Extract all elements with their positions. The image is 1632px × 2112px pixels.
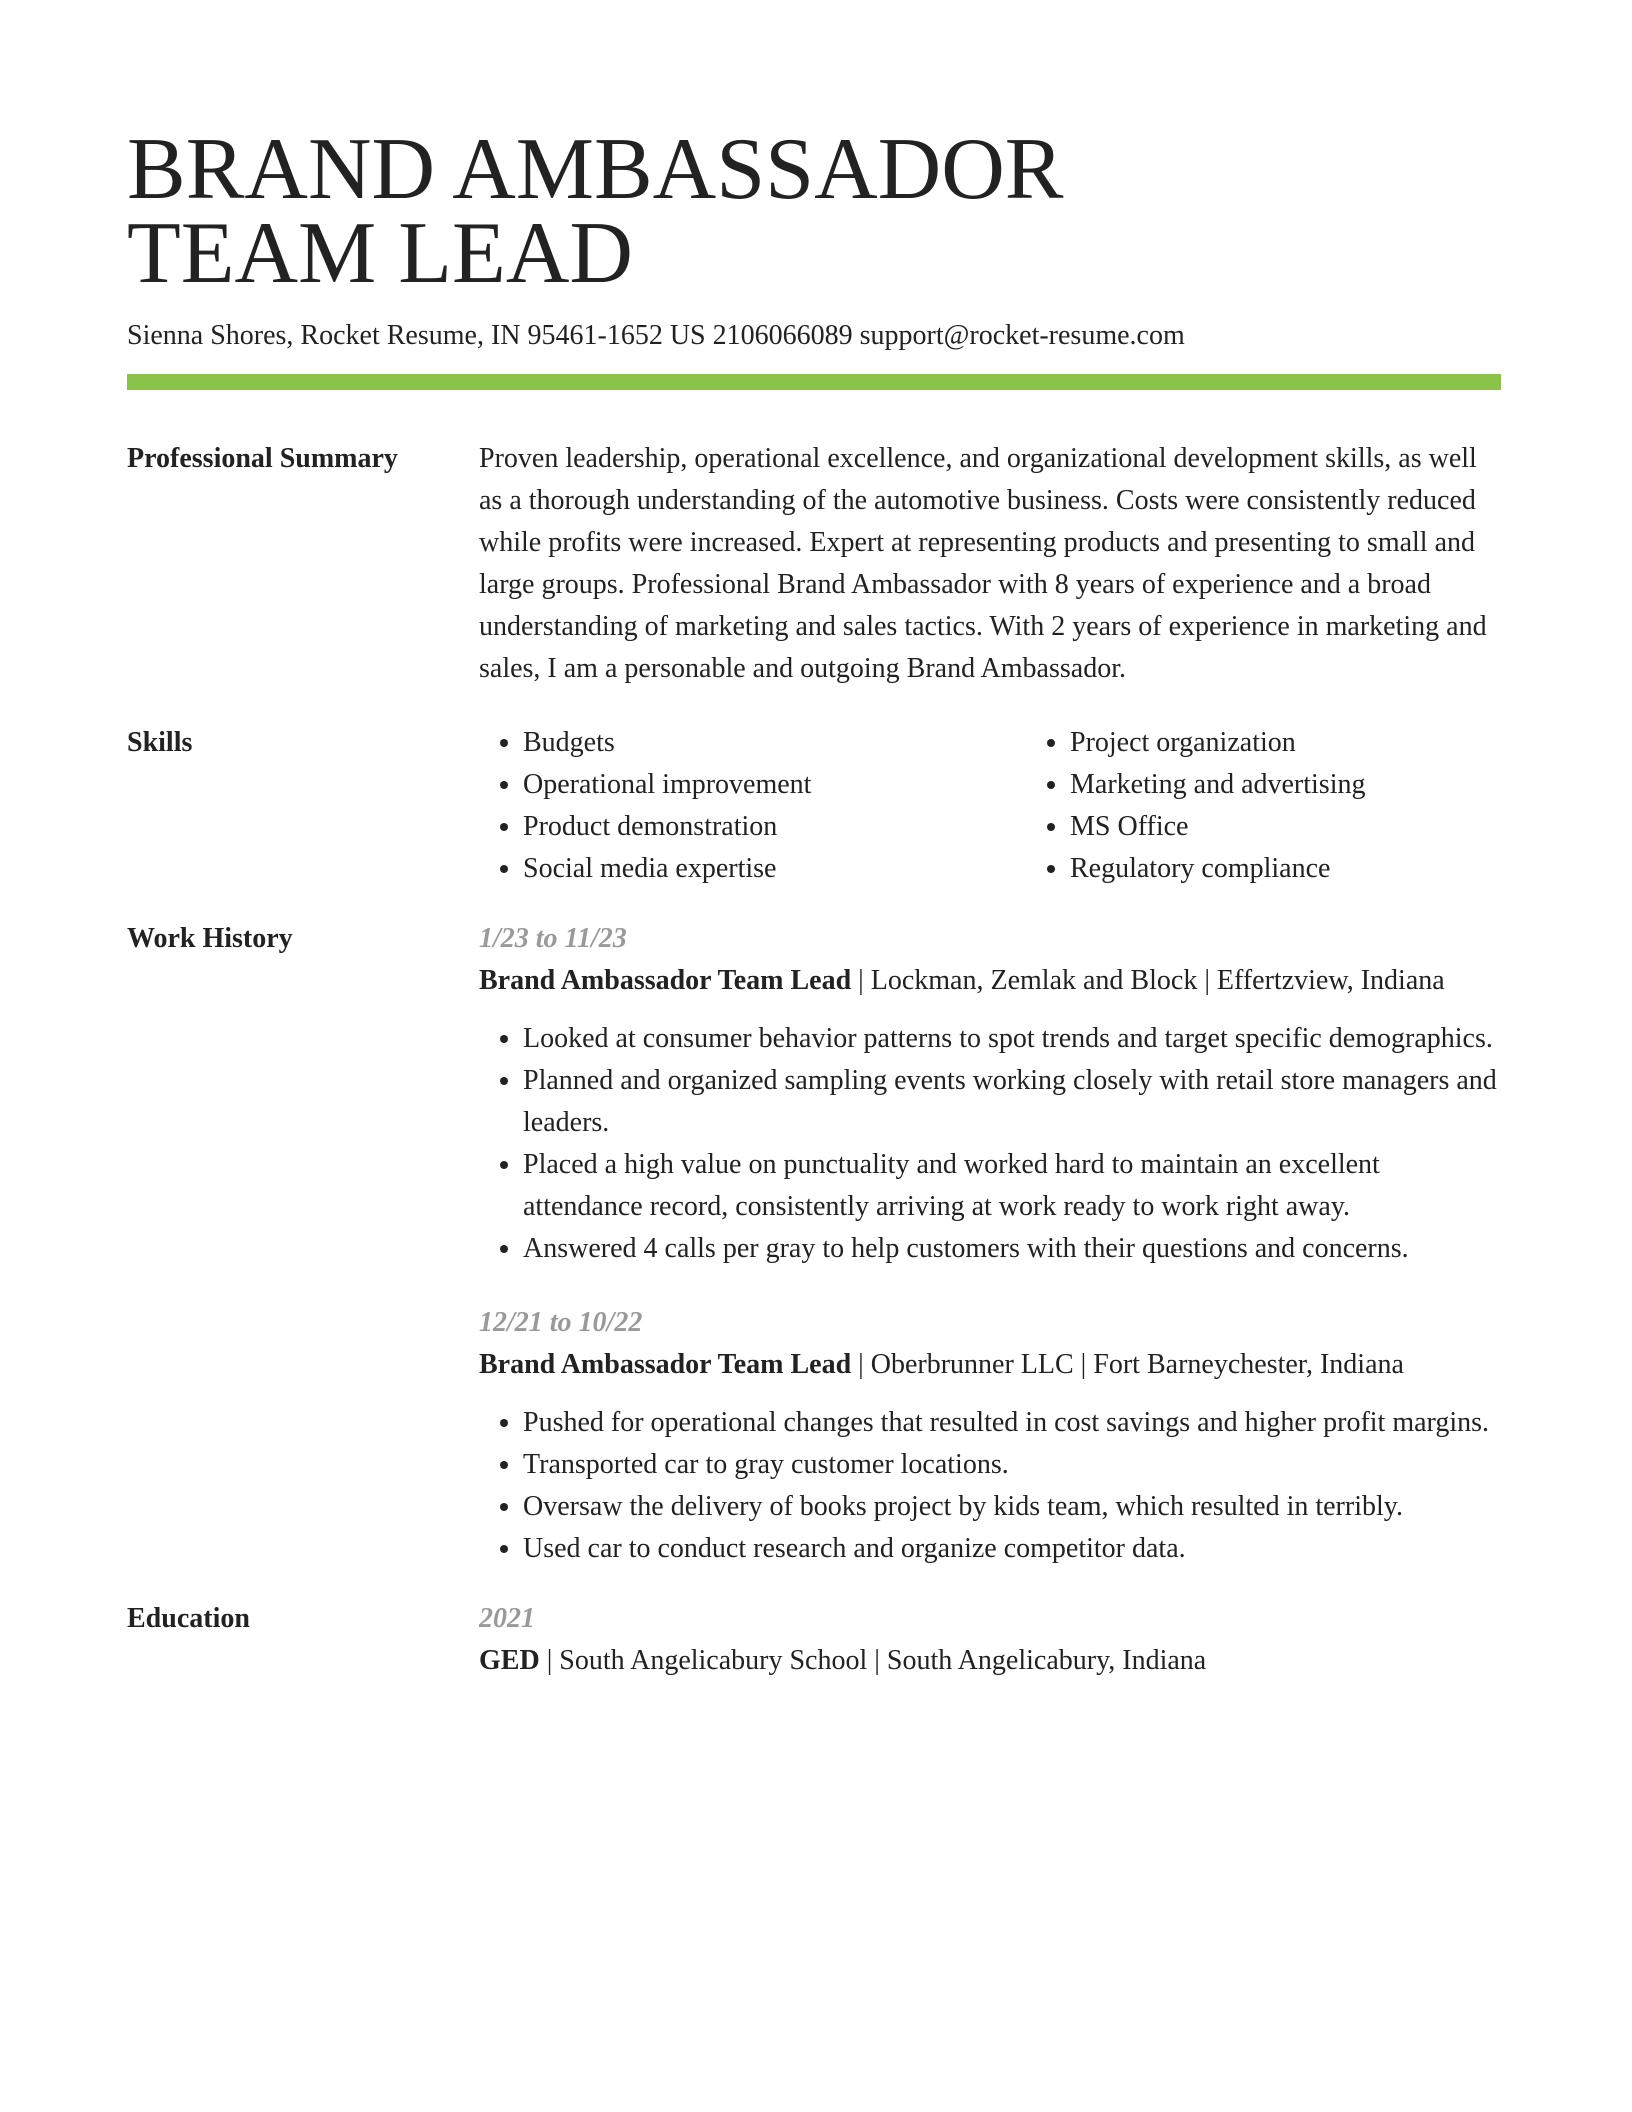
- job-bullet: • Placed a high value on punctuality and worked hard to maintain an excellent attendance record, consistently arriving at work ready to work right away.: [523, 1144, 1505, 1228]
- skill-item: • Project organization: [1070, 722, 1573, 764]
- job-bullets: [479, 1018, 1505, 1270]
- education-year: 2021: [479, 1603, 535, 1634]
- title-line-2: TEAM LEAD: [127, 205, 633, 302]
- skill-item: • Marketing and advertising: [1070, 764, 1573, 806]
- education-details: | South Angelicabury School | South Angelicabury, Indiana: [539, 1645, 1207, 1676]
- job-entry: [479, 918, 1505, 1270]
- summary-heading: Professional Summary: [127, 443, 398, 474]
- resume-title: [127, 121, 1505, 302]
- skills-heading: Skills: [127, 727, 193, 758]
- title-line-1: BRAND AMBASSADOR: [127, 121, 1064, 218]
- skills-list-left: [479, 722, 1026, 890]
- skill-item: • Regulatory compliance: [1070, 848, 1573, 890]
- skill-item: • Operational improvement: [523, 764, 1026, 806]
- education-section: [127, 1598, 1505, 1682]
- job-bullet: • Used car to conduct research and organize competitor data.: [523, 1528, 1505, 1570]
- job-dates: 12/21 to 10/22: [479, 1307, 643, 1338]
- education-heading: Education: [127, 1603, 250, 1634]
- job-dates: 1/23 to 11/23: [479, 923, 627, 954]
- job-role: Brand Ambassador Team Lead: [479, 1349, 852, 1380]
- skill-item: • MS Office: [1070, 806, 1573, 848]
- education-entry: [479, 1640, 1505, 1682]
- skill-item: • Budgets: [523, 722, 1026, 764]
- work-history-heading: Work History: [127, 923, 293, 954]
- job-entry: [479, 1302, 1505, 1570]
- education-degree: GED: [479, 1645, 540, 1676]
- job-details: | Lockman, Zemlak and Block | Effertzview, Indiana: [851, 965, 1445, 996]
- job-header: [479, 960, 1505, 1002]
- job-bullet: • Oversaw the delivery of books project by kids team, which resulted in terribly.: [523, 1486, 1505, 1528]
- job-bullet: • Planned and organized sampling events working closely with retail store managers and leaders.: [523, 1060, 1505, 1144]
- contact-info: Sienna Shores, Rocket Resume, IN 95461-1652 US 2106066089 support@rocket-resume.com: [127, 320, 1185, 351]
- job-bullet: • Transported car to gray customer locations.: [523, 1444, 1505, 1486]
- job-bullets: [479, 1402, 1505, 1570]
- job-header: [479, 1344, 1505, 1386]
- job-details: | Oberbrunner LLC | Fort Barneychester, Indiana: [851, 1349, 1404, 1380]
- job-bullet: • Answered 4 calls per gray to help customers with their questions and concerns.: [523, 1228, 1505, 1270]
- skill-item: • Social media expertise: [523, 848, 1026, 890]
- summary-section: [127, 438, 1505, 690]
- job-role: Brand Ambassador Team Lead: [479, 965, 852, 996]
- job-bullet: • Looked at consumer behavior patterns to spot trends and target specific demographics.: [523, 1018, 1505, 1060]
- skills-list-right: [1026, 722, 1573, 890]
- work-history-section: [127, 918, 1505, 1570]
- job-bullet: • Pushed for operational changes that resulted in cost savings and higher profit margins.: [523, 1402, 1505, 1444]
- skill-item: • Product demonstration: [523, 806, 1026, 848]
- skills-section: [127, 722, 1505, 890]
- skills-grid: [479, 722, 1573, 890]
- accent-divider: [127, 374, 1501, 390]
- summary-text: Proven leadership, operational excellence, and organizational development skills, as well as a thorough understanding of the automotive business. Costs were consistently reduced while profits were increased. Expert at representing products and presenting to small and large groups. Professional Brand Ambassador with 8 years of experience and a broad understanding of marketing and sales tactics. With 2 years of experience in marketing and sales, I am a personable and outgoing Brand Ambassador.: [479, 443, 1487, 684]
